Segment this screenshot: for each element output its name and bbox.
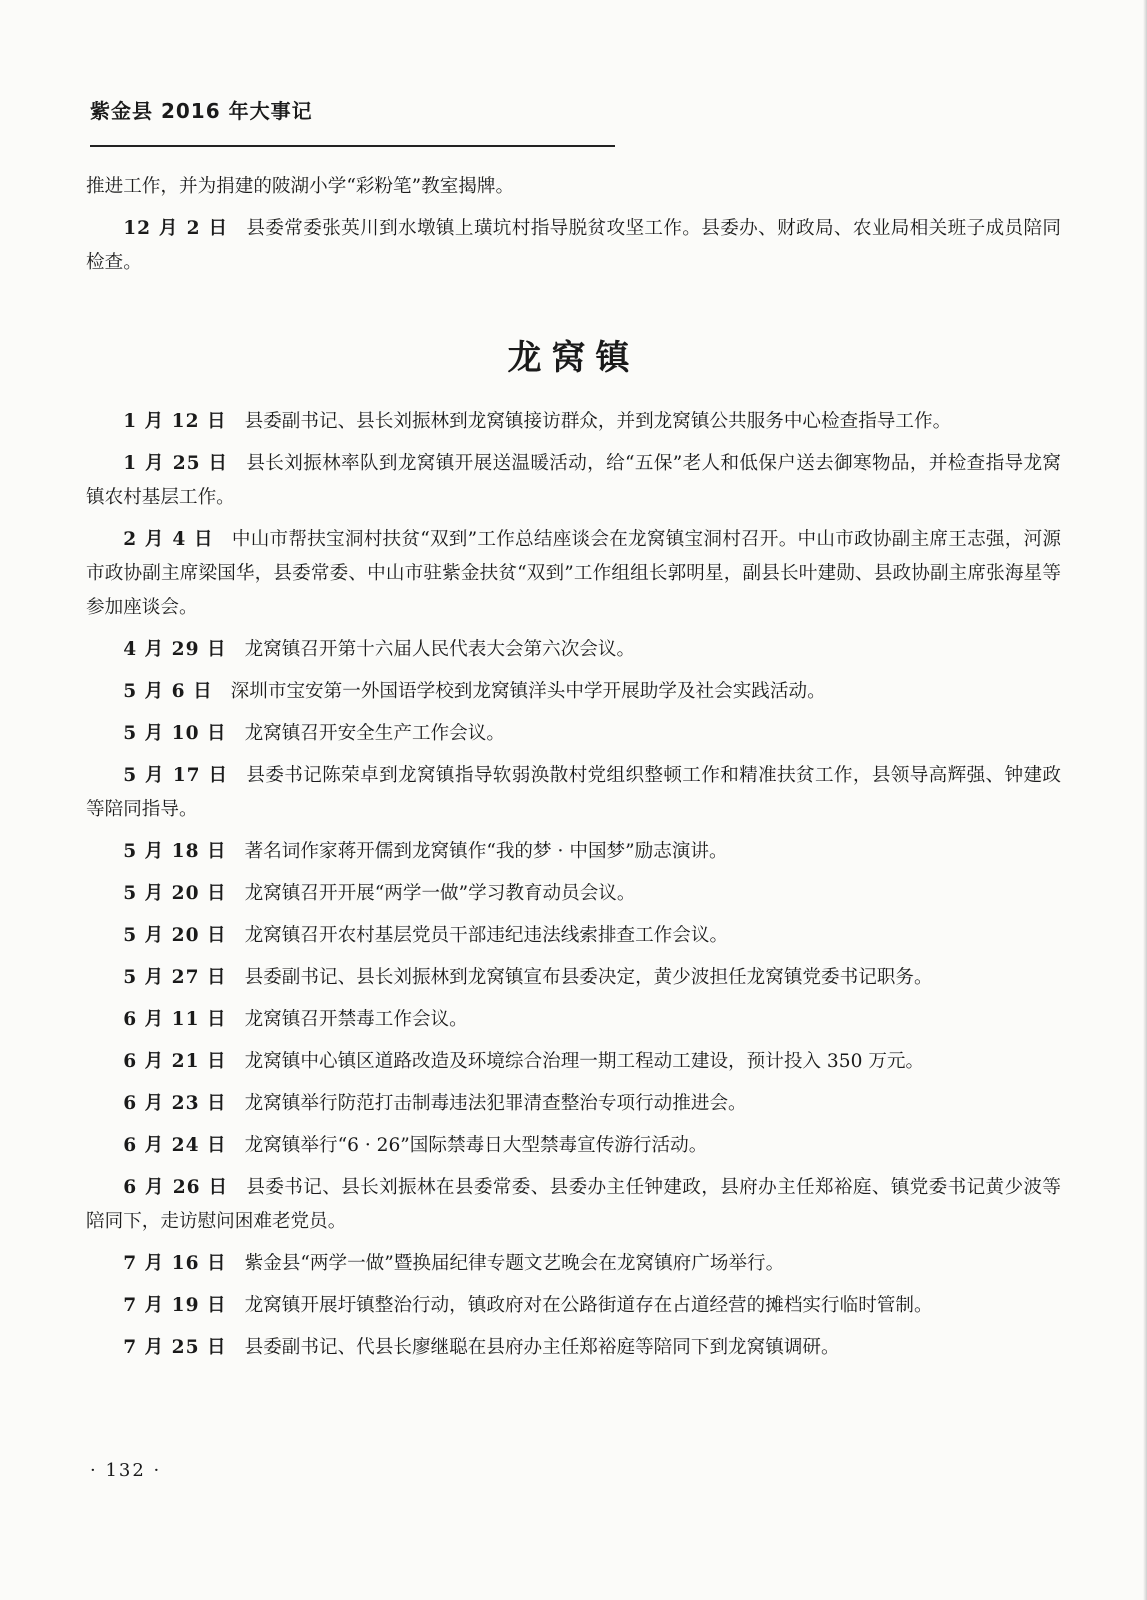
intro-section [86, 170, 1061, 288]
entry-date: 6 月 23 日 [123, 1093, 227, 1114]
entry-text: 龙窝镇召开第十六届人民代表大会第六次会议。 [244, 639, 636, 660]
entry-date: 5 月 6 日 [123, 681, 213, 702]
entry-date: 7 月 19 日 [123, 1295, 227, 1316]
entry-date: 7 月 16 日 [123, 1253, 227, 1274]
chronicle-entry [86, 1045, 1061, 1079]
entry-text: 龙窝镇中心镇区道路改造及环境综合治理一期工程动工建设，预计投入 350 万元。 [244, 1051, 925, 1072]
entry-date: 5 月 10 日 [123, 723, 227, 744]
chronicle-entry [86, 1129, 1061, 1163]
chronicle-entry [86, 405, 1061, 439]
entry-date: 5 月 18 日 [123, 841, 227, 862]
chronicle-entry [86, 835, 1061, 869]
chronicle-entries [86, 405, 1061, 1373]
chronicle-entry [86, 1247, 1061, 1281]
entry-date: 12 月 2 日 [123, 218, 229, 239]
entry-text: 龙窝镇举行防范打击制毒违法犯罪清查整治专项行动推进会。 [244, 1093, 747, 1114]
entry-text: 县委副书记、县长刘振林到龙窝镇接访群众，并到龙窝镇公共服务中心检查指导工作。 [244, 411, 952, 432]
entry-date: 5 月 27 日 [123, 967, 227, 988]
page-number: · 132 · [90, 1460, 162, 1481]
entry-text: 县委常委张英川到水墩镇上璜坑村指导脱贫攻坚工作。县委办、财政局、农业局相关班子成员陪同检查。 [86, 218, 1061, 273]
entry-date: 1 月 25 日 [123, 453, 229, 474]
entry-text: 中山市帮扶宝洞村扶贫“双到”工作总结座谈会在龙窝镇宝洞村召开。中山市政协副主席王志强，河源市政协副主席梁国华，县委常委、中山市驻紫金扶贫“双到”工作组组长郭明星，副县长叶建勋、县政协副主席张海星等参加座谈会。 [86, 529, 1061, 618]
chronicle-entry [86, 675, 1061, 709]
entry-date: 6 月 21 日 [123, 1051, 227, 1072]
intro-paragraph [86, 170, 1061, 204]
chronicle-entry [86, 759, 1061, 827]
entry-date: 2 月 4 日 [123, 529, 214, 550]
section-title: 龙窝镇 [507, 338, 640, 378]
entry-text: 龙窝镇举行“6 · 26”国际禁毒日大型禁毒宣传游行活动。 [244, 1135, 708, 1156]
entry-date: 5 月 20 日 [123, 925, 227, 946]
header-rule [90, 145, 615, 147]
scan-edge [1143, 0, 1147, 1600]
entry-text: 县委书记陈荣卓到龙窝镇指导软弱涣散村党组织整顿工作和精准扶贫工作，县领导高辉强、钟建政等陪同指导。 [86, 765, 1061, 820]
entry-date: 1 月 12 日 [123, 411, 227, 432]
entry-text: 深圳市宝安第一外国语学校到龙窝镇洋头中学开展助学及社会实践活动。 [230, 681, 826, 702]
entry-date: 4 月 29 日 [123, 639, 227, 660]
chronicle-entry [86, 447, 1061, 515]
entry-text: 龙窝镇召开开展“两学一做”学习教育动员会议。 [244, 883, 636, 904]
chronicle-entry [86, 961, 1061, 995]
entry-date: 5 月 17 日 [123, 765, 229, 786]
entry-date: 7 月 25 日 [123, 1337, 227, 1358]
chronicle-entry [86, 1087, 1061, 1121]
entry-text: 龙窝镇召开农村基层党员干部违纪违法线索排查工作会议。 [244, 925, 729, 946]
entry-text: 县长刘振林率队到龙窝镇开展送温暖活动，给“五保”老人和低保户送去御寒物品，并检查指导龙窝镇农村基层工作。 [86, 453, 1062, 508]
entry-text: 著名词作家蒋开儒到龙窝镇作“我的梦 · 中国梦”励志演讲。 [244, 841, 728, 862]
chronicle-entry [86, 633, 1061, 667]
entry-date: 6 月 24 日 [123, 1135, 227, 1156]
chronicle-entry [86, 919, 1061, 953]
entry-text: 县委副书记、县长刘振林到龙窝镇宣布县委决定，黄少波担任龙窝镇党委书记职务。 [244, 967, 933, 988]
chronicle-entry [86, 1171, 1061, 1239]
entry-text: 龙窝镇召开禁毒工作会议。 [244, 1009, 468, 1030]
chronicle-entry [86, 1003, 1061, 1037]
chronicle-entry [86, 877, 1061, 911]
intro-text: 推进工作，并为捐建的陂湖小学“彩粉笔”教室揭牌。 [86, 176, 515, 197]
entry-text: 龙窝镇召开安全生产工作会议。 [244, 723, 505, 744]
entry-text: 龙窝镇开展圩镇整治行动，镇政府对在公路街道存在占道经营的摊档实行临时管制。 [244, 1295, 933, 1316]
chronicle-entry [86, 1331, 1061, 1365]
entry-date: 6 月 26 日 [123, 1177, 229, 1198]
chronicle-entry [86, 523, 1061, 625]
entry-text: 县委副书记、代县长廖继聪在县府办主任郑裕庭等陪同下到龙窝镇调研。 [244, 1337, 840, 1358]
intro-paragraph [86, 212, 1061, 280]
chronicle-entry [86, 1289, 1061, 1323]
entry-date: 6 月 11 日 [123, 1009, 227, 1030]
entry-date: 5 月 20 日 [123, 883, 227, 904]
entry-text: 紫金县“两学一做”暨换届纪律专题文艺晚会在龙窝镇府广场举行。 [244, 1253, 785, 1274]
entry-text: 县委书记、县长刘振林在县委常委、县委办主任钟建政，县府办主任郑裕庭、镇党委书记黄少波等陪同下，走访慰问困难老党员。 [86, 1177, 1061, 1232]
running-header: 紫金县 2016 年大事记 [90, 99, 313, 123]
chronicle-entry [86, 717, 1061, 751]
